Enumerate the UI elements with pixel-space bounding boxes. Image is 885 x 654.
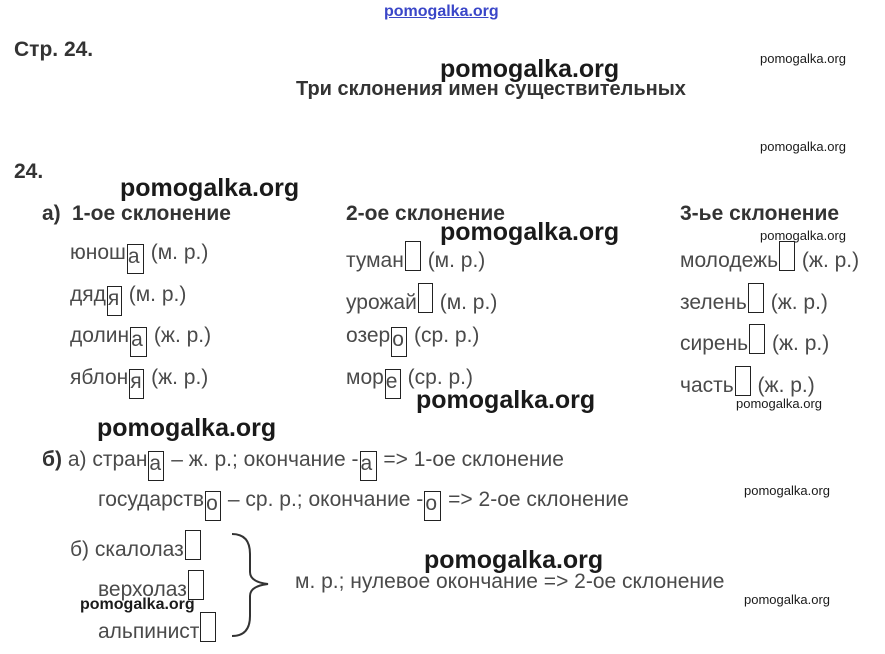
- gender-label: (ж. р.): [151, 366, 209, 389]
- watermark: pomogalka.org: [120, 174, 300, 202]
- watermark: pomogalka.org: [80, 596, 195, 613]
- word-stem: скалолаз: [94, 538, 184, 561]
- watermark: pomogalka.org: [744, 483, 830, 498]
- word-stem: яблон: [70, 366, 129, 389]
- word-row: [346, 366, 473, 399]
- word-stem: часть: [680, 374, 734, 397]
- word-stem: дяд: [70, 283, 106, 306]
- watermark: pomogalka.org: [416, 386, 596, 414]
- ending-box: [735, 366, 751, 396]
- word-row: [680, 241, 859, 273]
- part-b-label: б): [42, 448, 62, 471]
- conclusion-text: => 1-ое склонение: [383, 448, 564, 471]
- ending-box: [405, 241, 421, 271]
- word-row: [70, 241, 208, 274]
- word-row: [70, 324, 211, 357]
- ending: а: [131, 328, 143, 351]
- sub-a-label: а): [67, 448, 87, 471]
- gender-label: (ж. р.): [770, 291, 828, 314]
- word-stem: юнош: [70, 241, 126, 264]
- ending: о: [425, 492, 437, 515]
- watermark: pomogalka.org: [97, 414, 277, 442]
- ending-box: [127, 244, 144, 274]
- gender-label: (ж. р.): [153, 324, 212, 347]
- word-row: [346, 241, 485, 273]
- ending: я: [107, 287, 120, 310]
- sub-b-conclusion: м. р.; нулевое окончание => 2-ое склонение: [295, 570, 725, 593]
- watermark: pomogalka.org: [736, 396, 822, 411]
- ending: я: [130, 370, 142, 393]
- ending-box: [418, 283, 433, 313]
- gender-label: (ср. р.): [414, 324, 480, 347]
- ending: а: [127, 245, 140, 268]
- watermark: pomogalka.org: [440, 55, 620, 83]
- ending-box: [129, 369, 144, 399]
- watermark: pomogalka.org: [760, 228, 846, 243]
- word-stem: зелень: [680, 291, 747, 314]
- watermark: pomogalka.org: [440, 218, 620, 246]
- gender-label: (м. р.): [150, 241, 209, 264]
- watermark: pomogalka.org: [744, 592, 830, 607]
- part-b-line-2: [98, 488, 629, 521]
- column-heading-3: 3-ье склонение: [680, 202, 840, 225]
- gender-label: (м. р.): [427, 249, 486, 272]
- ending-box: [148, 451, 164, 481]
- watermark: pomogalka.org: [424, 546, 604, 574]
- word-stem: мор: [346, 366, 384, 389]
- ending-box: [749, 324, 765, 354]
- sub-b-label: б): [70, 538, 90, 561]
- page-title: Три склонения имен существительных: [296, 78, 686, 100]
- ending: а: [360, 452, 373, 475]
- gender-label: (ж. р.): [771, 332, 830, 355]
- word-stem: туман: [346, 249, 404, 272]
- part-a-label: а): [42, 202, 61, 225]
- rule-text: – ср. р.; окончание -: [227, 488, 424, 511]
- gender-label: (ж. р.): [801, 249, 860, 272]
- watermark: pomogalka.org: [760, 139, 846, 154]
- conclusion-text: => 2-ое склонение: [448, 488, 629, 511]
- ending-box: [107, 286, 122, 316]
- word-row: [680, 324, 829, 356]
- word-stem: верхолаз: [98, 578, 187, 601]
- word-stem: государств: [98, 488, 205, 511]
- part-b-sub-b-line-3: [98, 612, 217, 644]
- part-b-sub-b-line-2: [98, 570, 205, 602]
- gender-label: (м. р.): [439, 291, 498, 314]
- ending-box: [205, 491, 221, 521]
- word-stem: альпинист: [98, 620, 200, 643]
- word-stem: долин: [70, 324, 130, 347]
- word-row: [70, 366, 208, 399]
- word-row: [346, 324, 479, 357]
- ending: о: [206, 492, 218, 515]
- word-row: [346, 283, 497, 315]
- ending-box: [130, 327, 147, 357]
- word-stem: молодежь: [680, 249, 779, 272]
- watermark-top: pomogalka.org: [384, 3, 499, 20]
- rule-text: – ж. р.; окончание -: [171, 448, 359, 471]
- ending: о: [392, 328, 404, 351]
- word-row: [680, 283, 828, 315]
- column-heading-1: 1-ое склонение: [72, 202, 231, 225]
- ending: а: [149, 452, 162, 475]
- column-heading-2: 2-ое склонение: [346, 202, 505, 225]
- ending-box: [391, 327, 407, 357]
- word-row: [70, 283, 186, 316]
- ending-box: [360, 451, 377, 481]
- ending-box: [188, 570, 204, 600]
- part-b-sub-b-line-1: [70, 530, 202, 562]
- exercise-number: 24.: [14, 160, 44, 183]
- ending-box: [200, 612, 216, 642]
- word-stem: стран: [92, 448, 148, 471]
- word-stem: озер: [346, 324, 391, 347]
- watermark: pomogalka.org: [760, 51, 846, 66]
- word-stem: урожай: [346, 291, 417, 314]
- ending-box: [748, 283, 764, 313]
- gender-label: (м. р.): [128, 283, 187, 306]
- ending-box: [185, 530, 201, 560]
- word-stem: сирень: [680, 332, 749, 355]
- word-row: [680, 366, 815, 398]
- gender-label: (ср. р.): [407, 366, 473, 389]
- ending-box: [385, 369, 401, 399]
- page-reference: Стр. 24.: [14, 38, 94, 61]
- ending: е: [385, 370, 398, 393]
- gender-label: (ж. р.): [757, 374, 815, 397]
- right-brace-icon: [228, 530, 278, 640]
- ending-box: [779, 241, 795, 271]
- part-b-line-1: [42, 448, 564, 481]
- ending-box: [424, 491, 441, 521]
